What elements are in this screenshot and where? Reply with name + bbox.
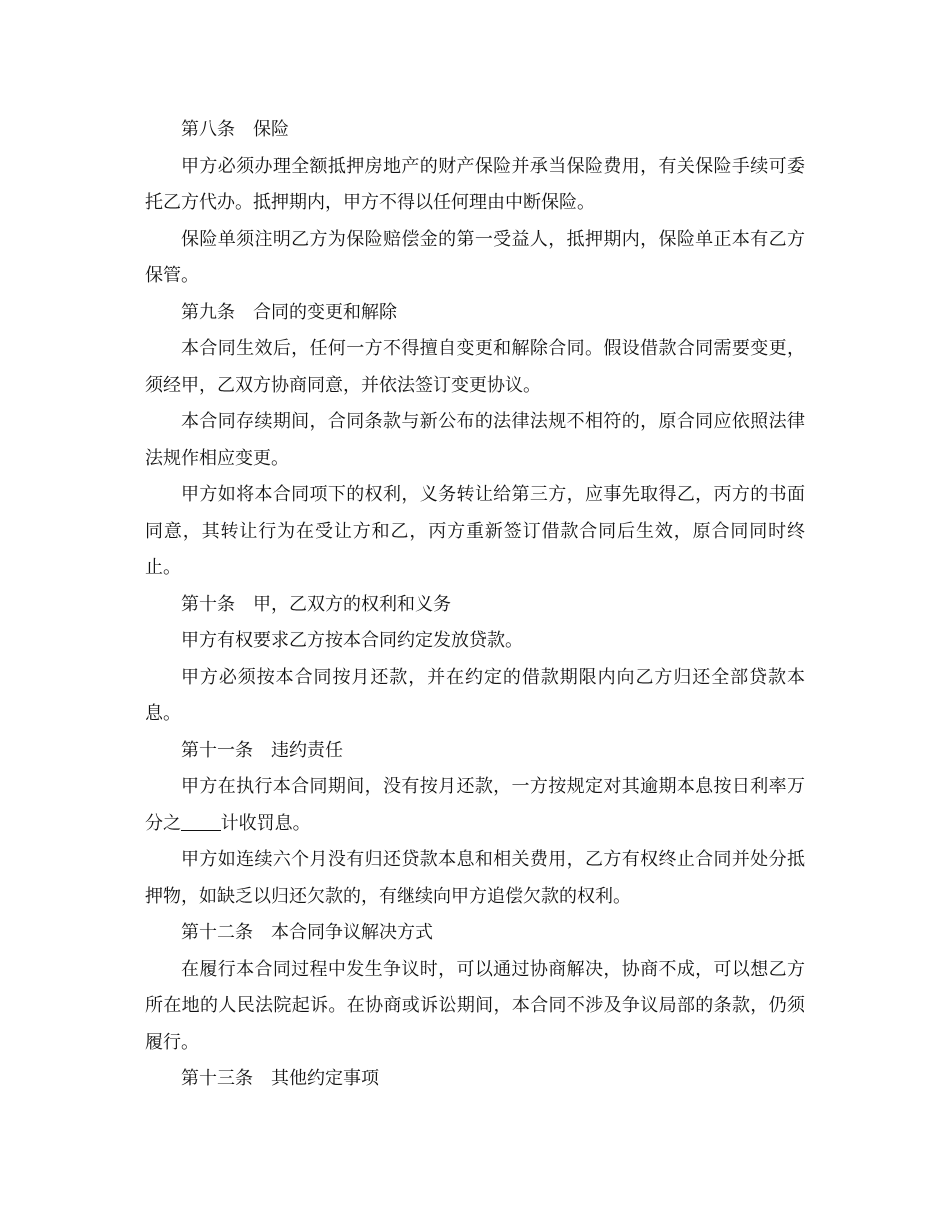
article-11-heading: [145, 733, 805, 770]
article-9-heading: [145, 295, 805, 332]
article-11-title: 违约责任: [271, 739, 343, 761]
article-11-paragraph-1: [145, 769, 805, 842]
article-13-heading: [145, 1061, 805, 1098]
article-8-title: 保险: [253, 119, 289, 140]
penalty-text-before: 甲方在执行本合同期间，没有按月还款，一方按规定对其逾期本息按日利率万分之: [145, 776, 805, 834]
article-8-number: 第八条: [181, 119, 235, 140]
article-8-paragraph-1: 甲方必须办理全额抵押房地产的财产保险并承当保险费用，有关保险手续可委托乙方代办。抵押期内，甲方不得以任何理由中断保险。: [145, 155, 805, 213]
article-10-paragraph-1: 甲方有权要求乙方按本合同约定发放贷款。: [181, 630, 523, 651]
article-10-title: 甲，乙双方的权利和义务: [253, 593, 451, 615]
article-12-heading: [145, 915, 805, 952]
article-9-number: 第九条: [181, 301, 235, 323]
article-11-number: 第十一条: [181, 739, 253, 761]
penalty-rate-blank: [181, 812, 221, 831]
article-10-heading: [145, 587, 805, 624]
article-12-paragraph-1: 在履行本合同过程中发生争议时，可以通过协商解决，协商不成，可以想乙方所在地的人民法院起诉。在协商或诉讼期间，本合同不涉及争议局部的条款，仍须履行。: [145, 958, 805, 1053]
document-body: [145, 112, 805, 1098]
article-13-title: 其他约定事项: [271, 1068, 379, 1089]
article-9-title: 合同的变更和解除: [253, 301, 397, 323]
article-8-heading: [145, 112, 805, 149]
article-9-paragraph-3: 甲方如将本合同项下的权利，义务转让给第三方，应事先取得乙，丙方的书面同意，其转让行为在受让方和乙，丙方重新签订借款合同后生效，原合同同时终止。: [145, 484, 805, 578]
article-11-paragraph-2: 甲方如连续六个月没有归还贷款本息和相关费用，乙方有权终止合同并处分抵押物，如缺乏以归还欠款的，有继续向甲方追偿欠款的权利。: [145, 849, 805, 907]
article-12-number: 第十二条: [181, 922, 253, 943]
article-9-paragraph-1: 本合同生效后，任何一方不得擅自变更和解除合同。假设借款合同需要变更，须经甲，乙双方协商同意，并依法签订变更协议。: [145, 338, 805, 396]
article-10-number: 第十条: [181, 593, 235, 615]
article-9-paragraph-2: 本合同存续期间，合同条款与新公布的法律法规不相符的，原合同应依照法律法规作相应变更。: [145, 411, 805, 469]
article-13-number: 第十三条: [181, 1068, 253, 1089]
article-10-paragraph-2: 甲方必须按本合同按月还款，并在约定的借款期限内向乙方归还全部贷款本息。: [145, 666, 805, 724]
penalty-text-after: 计收罚息。: [220, 812, 311, 834]
article-12-title: 本合同争议解决方式: [271, 922, 433, 943]
article-8-paragraph-2: 保险单须注明乙方为保险赔偿金的第一受益人，抵押期内，保险单正本有乙方保管。: [145, 228, 805, 286]
